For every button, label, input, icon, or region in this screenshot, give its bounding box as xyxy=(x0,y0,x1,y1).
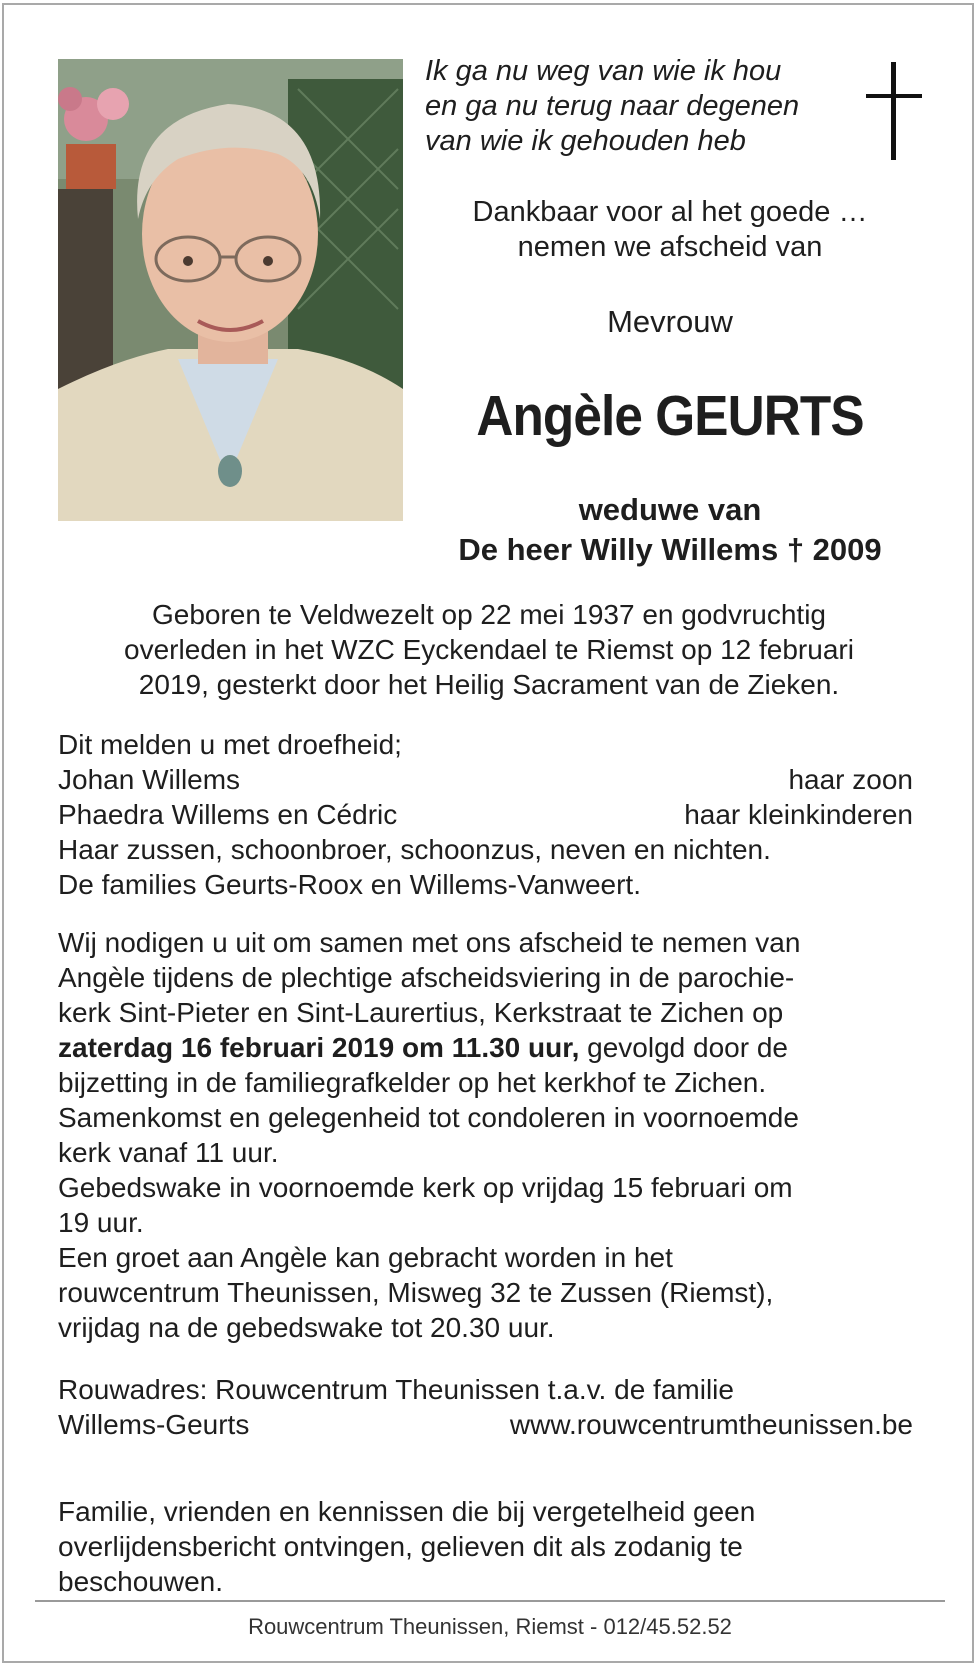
invitation-line: bijzetting in de familiegrafkelder op het kerkhof te Zichen. xyxy=(58,1067,767,1098)
address-block xyxy=(58,1372,913,1442)
address-line: Rouwadres: Rouwcentrum Theunissen t.a.v. de familie xyxy=(58,1374,734,1405)
mourner-name: Phaedra Willems en Cédric xyxy=(58,799,398,830)
mourners-intro: Dit melden u met droefheid; xyxy=(58,729,402,760)
mourners-block xyxy=(58,727,913,902)
mourner-row xyxy=(58,762,913,797)
widow-of xyxy=(415,490,925,570)
footer-divider xyxy=(35,1600,945,1602)
deceased-name: Angèle GEURTS xyxy=(476,384,864,448)
closing-line: overlijdensbericht ontvingen, gelieven dit als zodanig te xyxy=(58,1531,743,1562)
invitation-line: Wij nodigen u uit om samen met ons afscheid te nemen van xyxy=(58,927,801,958)
mourner-relation: haar zoon xyxy=(788,764,913,795)
salutation: Mevrouw xyxy=(607,304,733,339)
mourner-relation: haar kleinkinderen xyxy=(684,799,913,830)
invitation-line xyxy=(58,1030,913,1065)
closing-line: Familie, vrienden en kennissen die bij vergetelheid geen xyxy=(58,1496,756,1527)
invitation-line: kerk vanaf 11 uur. xyxy=(58,1137,279,1168)
invitation-line: Samenkomst en gelegenheid tot condoleren in voornoemde xyxy=(58,1102,799,1133)
invitation-line: Een groet aan Angèle kan gebracht worden in het xyxy=(58,1242,673,1273)
website-link[interactable]: www.rouwcentrumtheunissen.be xyxy=(509,1409,913,1440)
poem-line: en ga nu terug naar degenen xyxy=(425,90,800,122)
mourner-row xyxy=(58,797,913,832)
invitation-line: Gebedswake in voornoemde kerk op vrijdag 15 februari om xyxy=(58,1172,793,1203)
gratitude-text xyxy=(415,195,925,265)
portrait-photo xyxy=(58,59,403,521)
birth-death-line: Geboren te Veldwezelt op 22 mei 1937 en godvruchtig xyxy=(151,599,826,630)
gratitude-line: Dankbaar voor al het goede … xyxy=(472,196,868,228)
spouse-name: De heer Willy Willems † 2009 xyxy=(458,532,882,567)
invitation-line: Angèle tijdens de plechtige afscheidsviering in de parochie- xyxy=(58,962,795,993)
invitation-line: kerk Sint-Pieter en Sint-Laurertius, Kerkstraat te Zichen op xyxy=(58,997,784,1028)
cross-icon xyxy=(866,62,922,160)
poem-line: Ik ga nu weg van wie ik hou xyxy=(425,55,782,87)
gratitude-line: nemen we afscheid van xyxy=(517,231,823,263)
invitation-line: 19 uur. xyxy=(58,1207,144,1238)
mourners-other: De families Geurts-Roox en Willems-Vanweert. xyxy=(58,869,641,900)
invitation-line-rest: gevolgd door de xyxy=(579,1032,788,1063)
invitation-line: rouwcentrum Theunissen, Misweg 32 te Zussen (Riemst), xyxy=(58,1277,774,1308)
mourners-other: Haar zussen, schoonbroer, schoonzus, neven en nichten. xyxy=(58,834,771,865)
closing-note xyxy=(58,1494,913,1599)
ceremony-date: zaterdag 16 februari 2019 om 11.30 uur, xyxy=(58,1032,580,1063)
address-row xyxy=(58,1407,913,1442)
birth-death-text xyxy=(58,597,920,702)
birth-death-line: overleden in het WZC Eyckendael te Riemst op 12 februari xyxy=(124,634,854,665)
widow-label: weduwe van xyxy=(578,492,762,527)
poem-line: van wie ik gehouden heb xyxy=(425,125,746,157)
footer-text: Rouwcentrum Theunissen, Riemst - 012/45.52.52 xyxy=(248,1614,732,1639)
invitation-line: vrijdag na de gebedswake tot 20.30 uur. xyxy=(58,1312,555,1343)
birth-death-line: 2019, gesterkt door het Heilig Sacrament van de Zieken. xyxy=(138,669,840,700)
closing-line: beschouwen. xyxy=(58,1566,224,1597)
invitation-block xyxy=(58,925,913,1345)
poem xyxy=(425,54,845,159)
address-family: Willems-Geurts xyxy=(58,1409,250,1440)
mourner-name: Johan Willems xyxy=(58,764,241,795)
